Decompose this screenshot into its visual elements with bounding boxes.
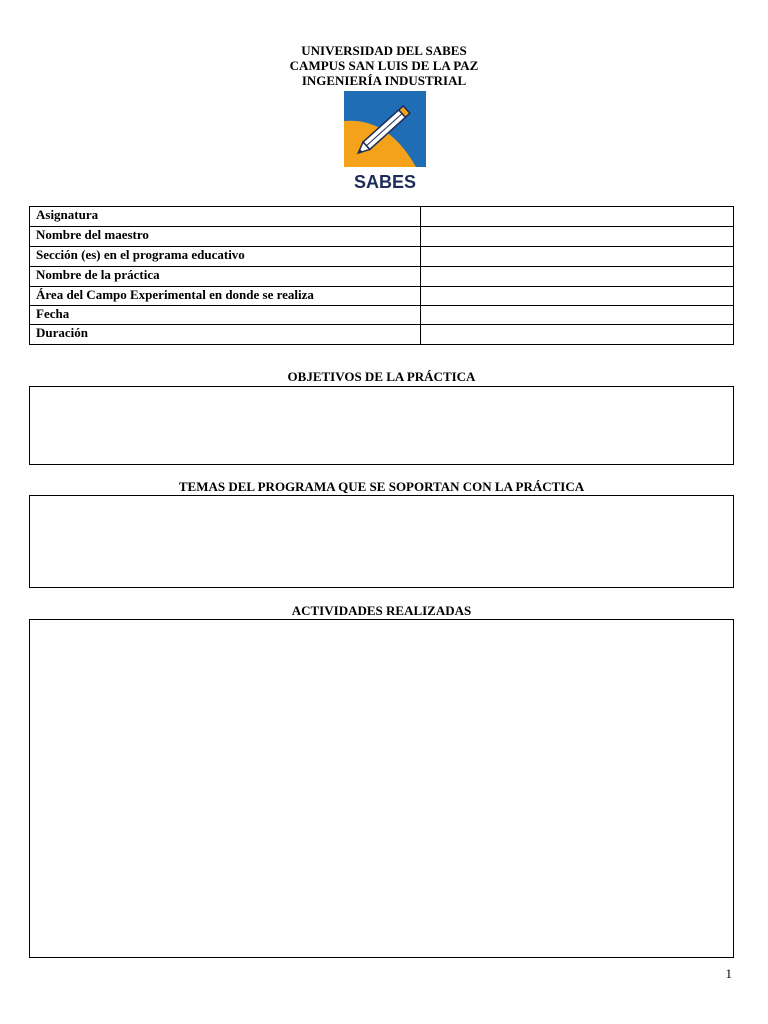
row-value-fecha[interactable] bbox=[421, 306, 734, 325]
document-header bbox=[0, 43, 768, 88]
table-row bbox=[30, 325, 734, 345]
row-label-duracion: Duración bbox=[30, 325, 421, 345]
university-name: UNIVERSIDAD DEL SABES bbox=[301, 43, 467, 58]
sabes-logo bbox=[344, 91, 426, 191]
page-number: 1 bbox=[725, 966, 732, 981]
program-name: INGENIERÍA INDUSTRIAL bbox=[301, 73, 467, 88]
actividades-title: ACTIVIDADES REALIZADAS bbox=[291, 603, 472, 618]
row-value-seccion[interactable] bbox=[421, 247, 734, 267]
temas-title: TEMAS DEL PROGRAMA QUE SE SOPORTAN CON LA PRÁCTICA bbox=[178, 479, 585, 494]
row-value-duracion[interactable] bbox=[421, 325, 734, 345]
objetivos-box[interactable] bbox=[29, 386, 734, 465]
temas-box[interactable] bbox=[29, 495, 734, 588]
row-label-area: Área del Campo Experimental en donde se realiza bbox=[30, 287, 421, 306]
table-row bbox=[30, 306, 734, 325]
logo-text: SABES bbox=[353, 172, 417, 191]
table-row bbox=[30, 207, 734, 227]
objetivos-title: OBJETIVOS DE LA PRÁCTICA bbox=[287, 369, 476, 384]
table-row bbox=[30, 247, 734, 267]
row-value-asignatura[interactable] bbox=[421, 207, 734, 227]
row-label-seccion: Sección (es) en el programa educativo bbox=[30, 247, 421, 267]
table-row bbox=[30, 227, 734, 247]
actividades-box[interactable] bbox=[29, 619, 734, 958]
campus-name: CAMPUS SAN LUIS DE LA PAZ bbox=[289, 58, 479, 73]
row-value-practica[interactable] bbox=[421, 267, 734, 287]
table-row bbox=[30, 287, 734, 306]
table-row bbox=[30, 267, 734, 287]
row-value-maestro[interactable] bbox=[421, 227, 734, 247]
row-value-area[interactable] bbox=[421, 287, 734, 306]
practice-info-table bbox=[29, 206, 734, 345]
sabes-logo-icon bbox=[344, 91, 426, 191]
row-label-asignatura: Asignatura bbox=[30, 207, 421, 227]
row-label-maestro: Nombre del maestro bbox=[30, 227, 421, 247]
row-label-practica: Nombre de la práctica bbox=[30, 267, 421, 287]
row-label-fecha: Fecha bbox=[30, 306, 421, 325]
